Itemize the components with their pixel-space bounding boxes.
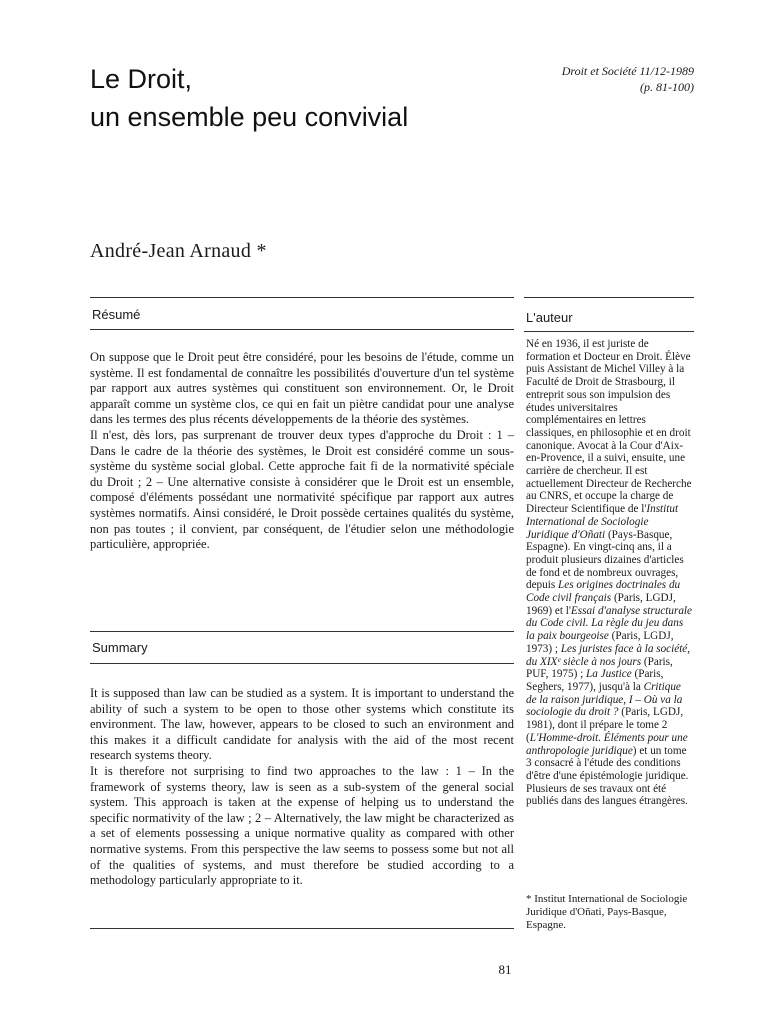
bio-text: (Paris, LGDJ, 1973) ; — [526, 630, 674, 655]
bio-text: Né en 1936, il est juriste de formation et Docteur en Droit. Élève puis Assistant de Michel Villey à la Faculté de Droit de Strasbourg, il entreprit sous son impulsion des études universitaires complémentaires en lettres classiques, en philosophie et en droit canonique. Avocat à la Cour d'Aix-en-Provence, il a suivi, ensuite, une carrière de chercheur. Il est actuellement Directeur de Recherche au CNRS, et occupe la charge de Directeur Scientifique de l' — [526, 338, 692, 516]
bio-text: (Pays-Basque, Espagne). En vingt-cinq ans, il a produit plusieurs dizaines d'articles de fond et de nombreux ouvrages, depuis — [526, 528, 684, 592]
journal-pages: (p. 81-100) — [640, 80, 694, 94]
journal-reference — [474, 63, 694, 95]
journal-name: Droit et Société 11/12-1989 — [561, 64, 694, 78]
bio-text: (Paris, PUF, 1975) ; — [526, 655, 673, 681]
resume-paragraph: Il n'est, dès lors, pas surprenant de trouver deux types d'approche du Droit : 1 – Dans le cadre de la théorie des systèmes, le Droit est considéré comme un sous-système du système social global. Cette approche fait fi de la normativité spéciale du Droit ; 2 – Une alternative consiste à considérer que le Droit est un ensemble, composé d'éléments possédant une normativité spécifique par rapport aux autres systèmes normatifs. Ainsi considéré, le Droit possède certaines qualités du système, non pas toutes ; il convient, par conséquent, de l'étudier selon une méthodologie particulière, appropriée. — [90, 427, 514, 552]
summary-paragraph: It is therefore not surprising to find two approaches to the law : 1 – In the framework of systems theory, law is seen as a sub-system of the general social system. This approach is taken at the expense of helping us to understand the specific normativity of the law ; 2 – Alternatively, the law might be characterized as a set of elements possessing a unique normative quality as compared with other normative systems. From this perspective the law seems to possess some but not all of the qualities of systems, and must therefore be studied according to a methodology particularly appropriate to it. — [90, 763, 514, 888]
bio-italic: La Justice — [586, 668, 632, 681]
summary-text — [90, 686, 514, 889]
bio-italic: Essai d'analyse structurale du Code civil. La règle du jeu dans la paix bourgeoise — [526, 604, 693, 643]
summary-heading: Summary — [92, 640, 148, 655]
bio-text: (Paris, Seghers, 1977), jusqu'à la — [526, 668, 664, 693]
summary-paragraph: It is supposed than law can be studied as a system. It is important to understand the ability of such a system to be open to those other systems which constitute its environment. The law, however, appears to be closed to such an environment and this makes it a difficult candidate for analysis with the aid of the most recent research systems theory. — [90, 686, 514, 763]
page-number: 81 — [498, 962, 512, 977]
bio-italic: Les juristes face à la société, du XIXᵉ siècle à nos jours — [526, 642, 691, 668]
resume-paragraph: On suppose que le Droit peut être considéré, pour les besoins de l'étude, comme un système. Il est fondamental de connaître les possibilités d'ouverture d'un tel système par rapport aux autres systèmes qui constituent son environnement. Or, le Droit apparaît comme un système clos, ce qui en fait un piètre candidat pour une analyse dans les termes des plus récents développements de la théorie des systèmes. — [90, 350, 514, 427]
resume-top-rule — [90, 297, 514, 298]
article-title — [90, 60, 490, 136]
author-name: André-Jean Arnaud * — [90, 240, 267, 262]
summary-end-rule — [90, 928, 514, 929]
summary-top-rule — [90, 631, 514, 632]
summary-bottom-rule — [90, 663, 514, 664]
bio-italic: Critique de la raison juridique, I – Où va la sociologie du droit ? — [526, 680, 683, 719]
auteur-heading: L'auteur — [526, 310, 573, 325]
bio-text: ) et un tome 3 consacré à l'étude des conditions d'être d'une épistémologie juridique. Plusieurs de ses travaux ont été publiés dans des langues étrangères. — [526, 744, 689, 808]
footnote-text: * Institut International de Sociologie Juridique d'Oñati, Pays-Basque, Espagne. — [526, 893, 688, 931]
footnote — [526, 893, 692, 932]
bio-text: (Paris, LGDJ, 1981), dont il prépare le tome 2 ( — [526, 706, 684, 744]
bio-italic: Les origines doctrinales du Code civil français — [526, 579, 681, 605]
title-line-2: un ensemble peu convivial — [90, 102, 409, 132]
resume-text — [90, 350, 514, 553]
auteur-bottom-rule — [524, 331, 694, 332]
auteur-top-rule — [524, 297, 694, 298]
bio-italic: Institut International de Sociologie Juridique d'Oñati — [526, 503, 679, 541]
title-line-1: Le Droit, — [90, 64, 193, 94]
bio-italic: L'Homme-droit. Éléments pour une anthropologie juridique — [526, 731, 688, 757]
resume-heading: Résumé — [92, 307, 141, 322]
author-biography — [526, 338, 692, 808]
bio-text: (Paris, LGDJ, 1969) et l' — [526, 592, 676, 617]
resume-bottom-rule — [90, 329, 514, 330]
